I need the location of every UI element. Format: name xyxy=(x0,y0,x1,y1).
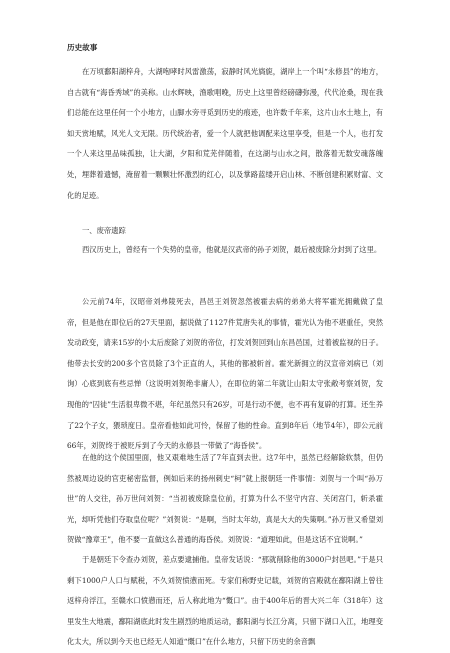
document-heading: 历史故事 xyxy=(67,43,98,52)
paragraph-liuhe-intro: 西汉历史上，曾经有一个失势的皇帝，他就是汉武帝的孙子刘贺，最后被废除分封到了这里。 xyxy=(82,245,382,254)
paragraph-deposition: 公元前74年，汉昭帝刘弗陵死去，昌邑王刘贺忽然被霍去病的弟弟大将军霍光拥戴做了皇帝，但是他在即位后的27天里面，据说做了1127件荒唐失礼的事情，霍光认为他不堪重任，突然发动政变，请来15岁的小太后废除了刘贺的帝位，打发刘贺回到山东昌邑国，过着被监视的日子。他带去长安的200多个官员除了3个正直的人，其他的都被斩首。霍光新拥立的汉宣帝刘病已（刘询）心底到底有些忌惮（这说明刘贺绝非庸人），在即位的第二年就让山阳太守张敞考察刘贺，发现他的“囚徒”生活很卑微不堪，年纪虽然只有26岁，可是行动不便，也不再有复辟的打算。还生养了22个子女，猥琐度日。皇帝看他如此可怜，保留了他的性命。直到8年后（地节4年），即公元前66年，刘贺终于被贬斥到了今天的永修县一带做了“海昏侯”。 xyxy=(67,297,383,451)
paragraph-haihun-life: 在他的这个侯国里面，他又艰难地生活了7年直到去世。这7年中，虽然已经解除软禁，但仍然被周边设的官吏秘密监督，例如后来的扬州刺史“柯”就上报朝廷一件事情：刘贺与一个叫“孙万世”的人交往，孙万世问刘贺：“当初被废除皇位前，打算为什么不坚守内宫、关闭宫门，斩杀霍光，却听凭他们夺取皇位呢？”刘贺说：“是啊，当时太年幼，真是大大的失策啊。”孙万世又希望刘贺做“豫章王”，他不要一直做这么普通的海昏侯。刘贺说：“道理如此，但是这话不宜说啊。” xyxy=(67,453,383,545)
section-title: 一、废帝遗踪 xyxy=(82,226,126,235)
paragraph-intro: 在万顷鄱阳湖梓舟，大湖咆哮时风雷激荡，寂静时风光旖旎，湖岸上一个叫“永修县”的地方，自古就有“海昏秀域”的美称。山水辉映，渔歌唱晚，历史上这里曾经磅礴弥漫，代代沧桑，现在我们总能在这里任何一个小地方，山脚水旁寻觅到历史的痕迹，也许数千年来，这片山水土地上，有如天赏地赋，风光人文无限。历代统治者，爱一个人就把他调配来这里享受，但是一个人，也打发一个人来这里品味孤独，让大湖，夕阳和荒芜伴随着，在这湖与山水之间，散落着无数安魂落魄处，埋葬着遗憾，淹留着一颗颗壮怀激烈的红心，以及掌路蓝缕开启山林、不断创建积累财富、文化的足迹。 xyxy=(67,67,383,200)
paragraph-punishment: 于是朝廷下令查办刘贺，差点要逮捕他。皇帝发话说：“那就削除他的3000户封邑吧。”于是只剩下1000户人口与赋税，不久刘贺愤懑而死。专家们称野史记载，刘贺的宫殿就在鄱阳湖上曾往返梓舟浮江，至赣水口愤懑而还，后人称此地为“慨口”。由于400年后的晋大兴二年（318年）这里发生大地震，鄱阳湖底此时发生剧烈的地质运动，鄱阳湖与长江分离，只留下湖口入江，地理变化太大，所以到今天也已经无人知道“慨口”在什么地方，只留下历史的余音飘 xyxy=(67,555,383,647)
